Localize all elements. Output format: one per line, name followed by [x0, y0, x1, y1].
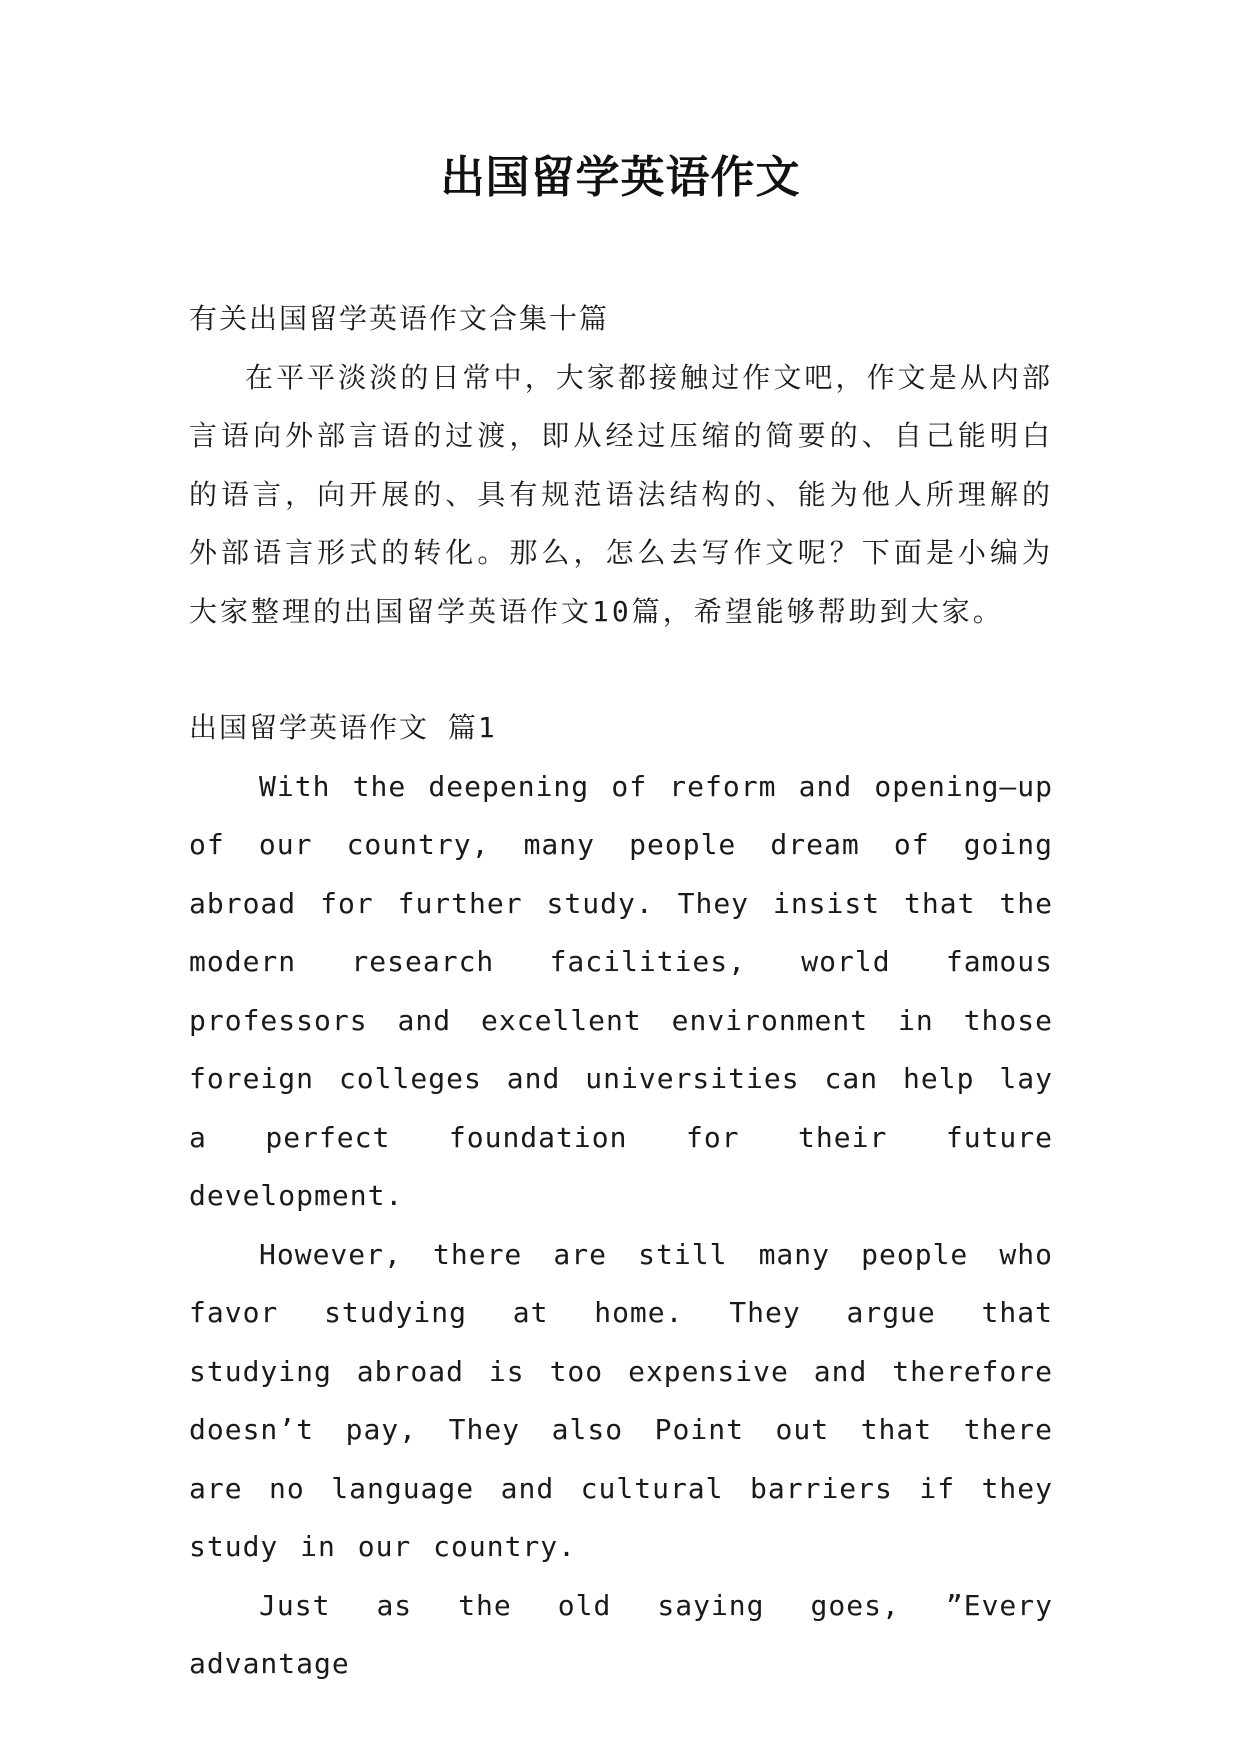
essay-1-paragraph-3: Just as the old saying goes, ”Every advantage [189, 1588, 1053, 1680]
intro-heading: 有关出国留学英语作文合集十篇 [189, 302, 610, 335]
document-title: 出国留学英语作文 [440, 152, 801, 203]
section-spacer [189, 641, 1053, 699]
intro-paragraph: 在平平淡淡的日常中，大家都接触过作文吧，作文是从内部言语向外部言语的过渡，即从经过压缩的简要的、自己能明白的语言，向开展的、具有规范语法结构的、能为他人所理解的外部语言形式的转化。那么，怎么去写作文呢？下面是小编为大家整理的出国留学英语作文10篇，希望能够帮助到大家。 [189, 360, 1053, 628]
document-body [189, 290, 1053, 1694]
essay-1-heading: 出国留学英语作文 篇1 [189, 711, 497, 744]
essay-1-paragraph-2: However, there are still many people who favor studying at home. They argue that studying abroad is too expensive and therefore doesn’t pay, They also Point out that there are no language and cultural barriers if they study in our country. [189, 1237, 1053, 1563]
essay-1-paragraph-1: With the deepening of reform and opening—up of our country, many people dream of going abroad for further study. They insist that the modern research facilities, world famous professors and excellent environment in those foreign colleges and universities can help lay a perfect foundation for their future development. [189, 769, 1053, 1212]
